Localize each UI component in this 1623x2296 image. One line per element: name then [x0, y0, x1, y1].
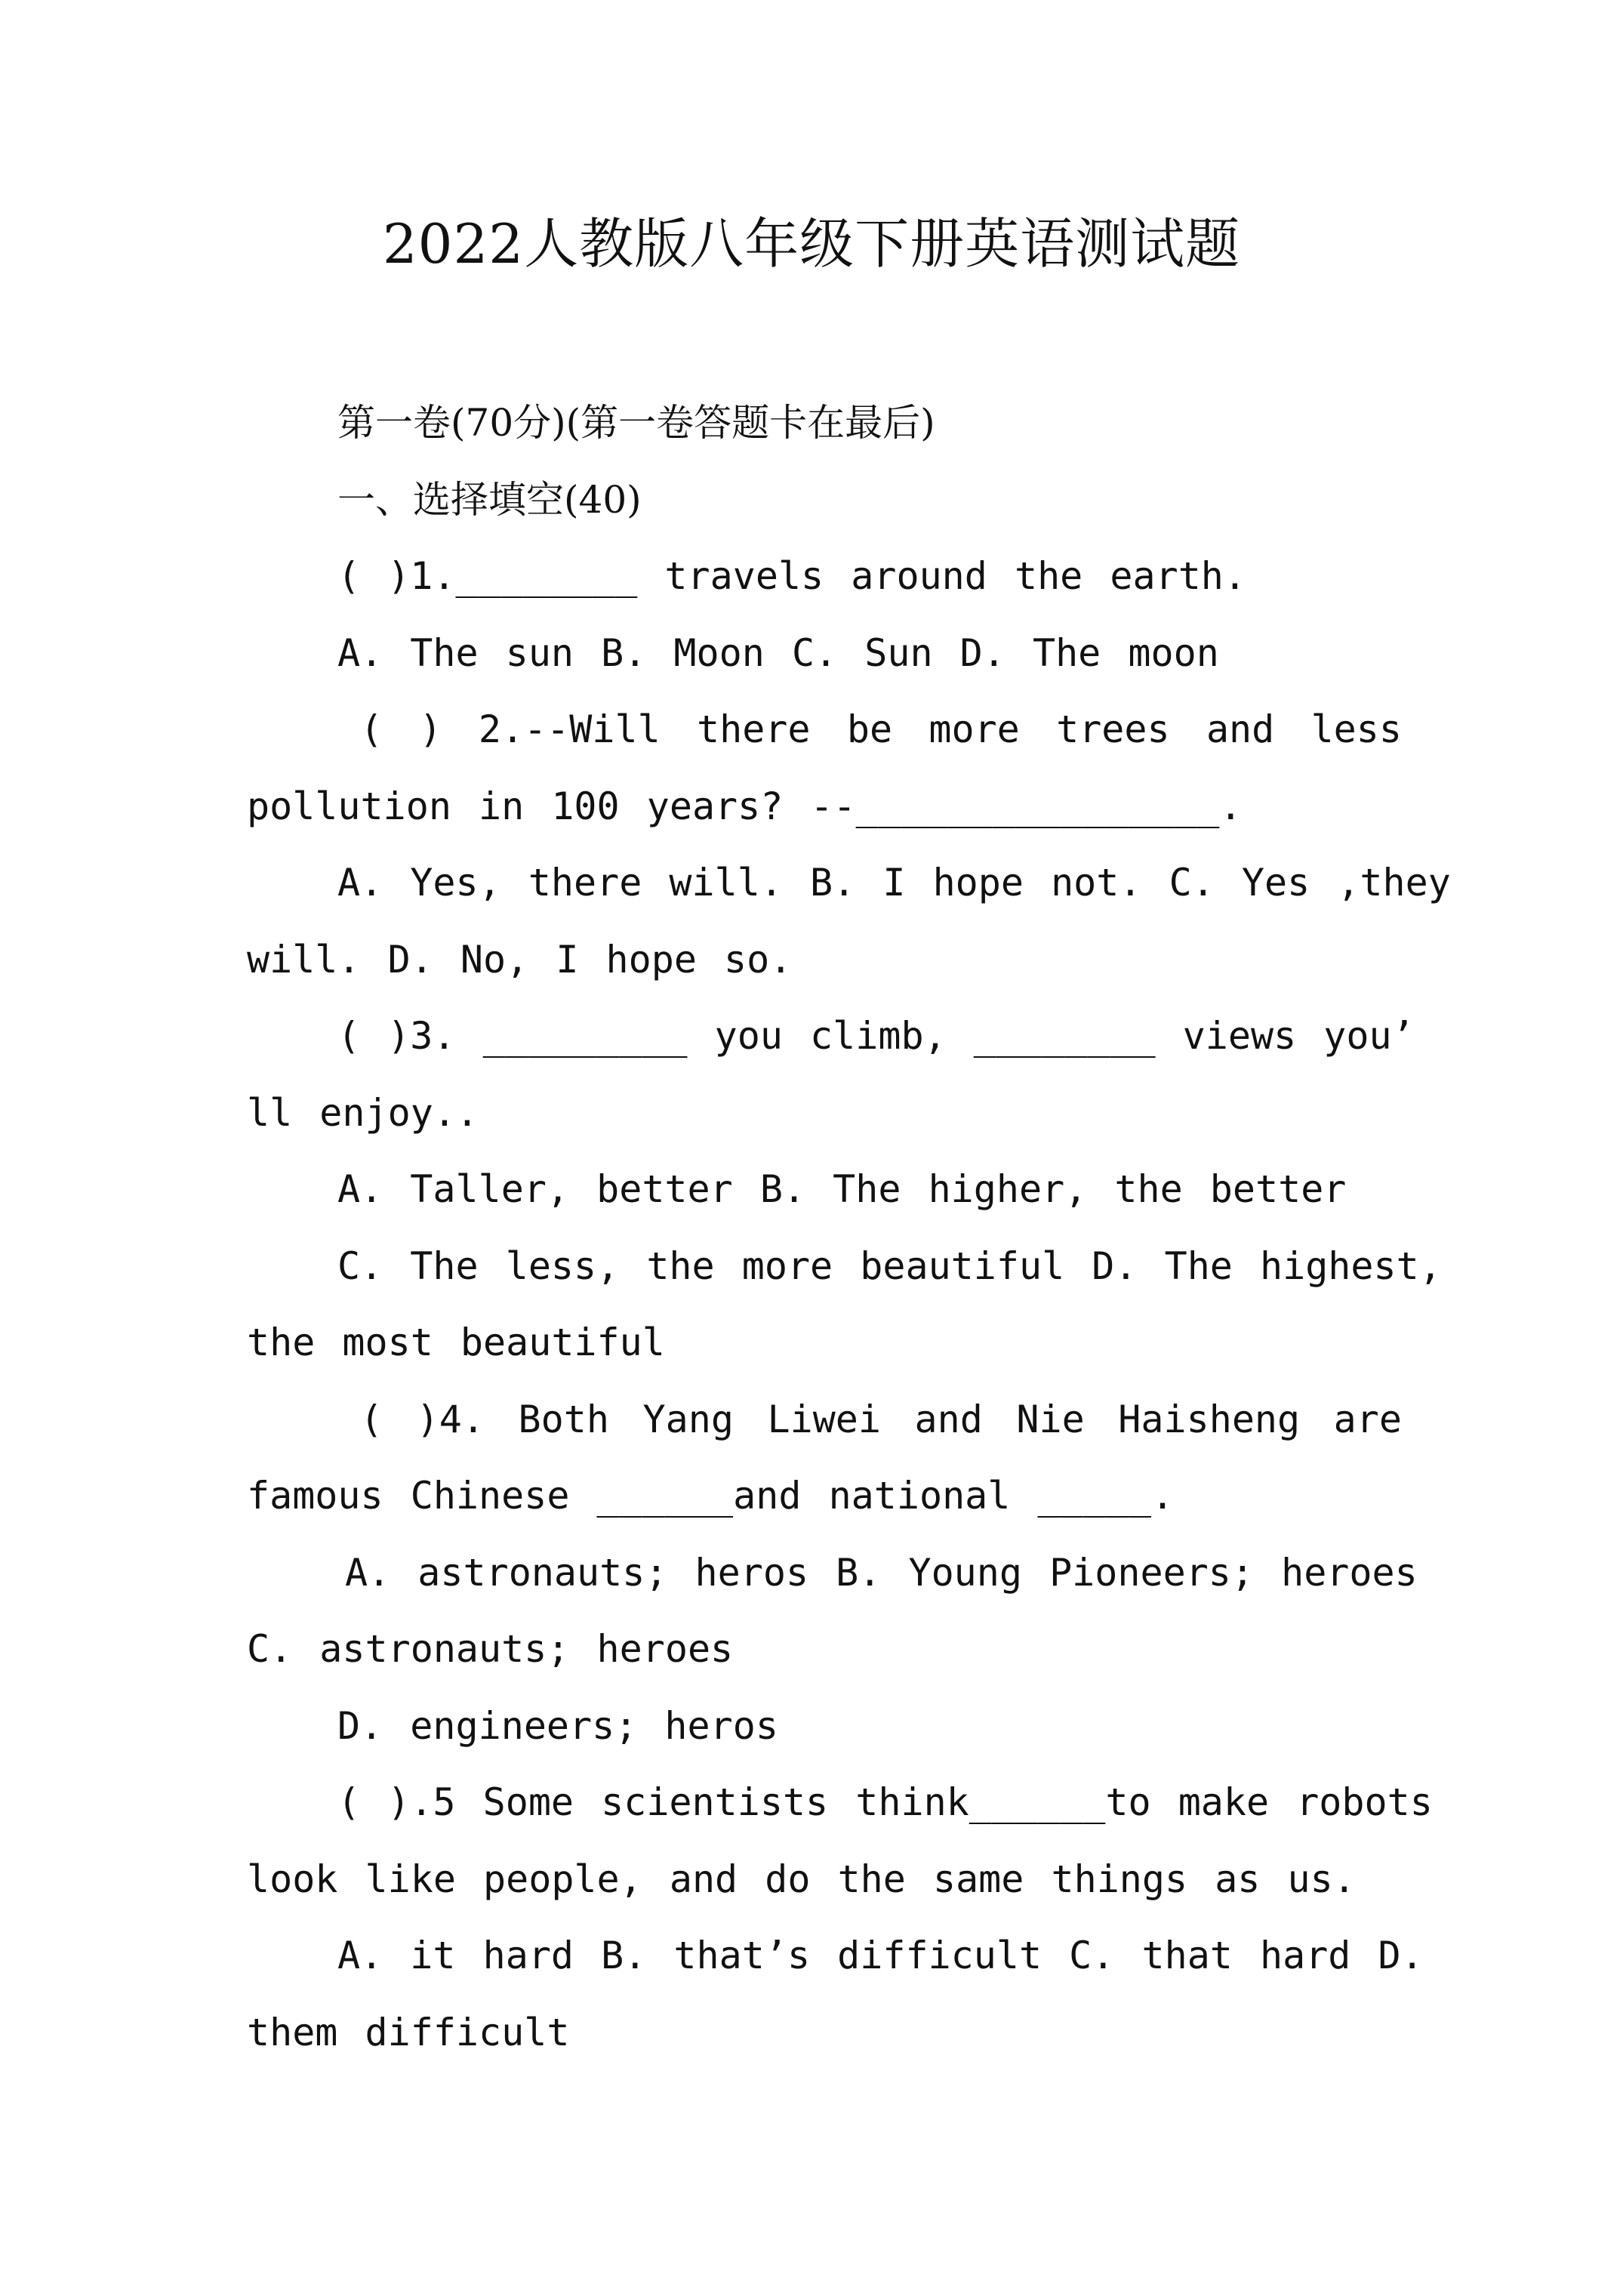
question-line-continued: ll enjoy..	[247, 1090, 479, 1135]
question-line: ( )4. Both Yang Liwei and Nie Haisheng are	[360, 1397, 1402, 1441]
option-line: A. Taller, better B. The higher, the better	[337, 1167, 1347, 1211]
option-line: A. The sun B. Moon C. Sun D. The moon	[337, 630, 1219, 675]
question-line: ( ) 2.--Will there be more trees and less	[360, 707, 1402, 751]
question-line-continued: look like people, and do the same things as us.	[247, 1857, 1356, 1901]
option-line: A. Yes, there will. B. I hope not. C. Yes ,they	[337, 861, 1451, 905]
option-line-continued: the most beautiful	[247, 1321, 665, 1364]
question-line-continued: pollution in 100 years? --________________.	[247, 784, 1243, 828]
section-heading: 第一卷(70分)(第一卷答题卡在最后)	[337, 401, 935, 445]
page-title: 2022人教版八年级下册英语测试题	[382, 212, 1241, 276]
question-line-continued: famous Chinese ______and national _____.	[247, 1474, 1175, 1518]
part-heading: 一、选择填空(40)	[337, 477, 642, 522]
option-line: D. engineers; heros	[337, 1703, 778, 1748]
option-line-continued: them difficult	[247, 2010, 570, 2054]
document-body	[247, 385, 1451, 2071]
question-line: ( ).5 Some scientists think______to make robots	[337, 1780, 1433, 1824]
question-line: ( )3. _________ you climb, ________ views you’	[337, 1014, 1415, 1058]
option-line: C. The less, the more beautiful D. The highest,	[337, 1244, 1442, 1288]
option-line-continued: will. D. No, I hope so.	[247, 937, 793, 982]
question-line: ( )1.________ travels around the earth.	[337, 554, 1246, 598]
option-line: A. it hard B. that’s difficult C. that hard D.	[337, 1934, 1424, 1977]
option-line: A. astronauts; heros B. Young Pioneers; heroes	[345, 1550, 1418, 1595]
option-line-continued: C. astronauts; heroes	[247, 1627, 734, 1671]
